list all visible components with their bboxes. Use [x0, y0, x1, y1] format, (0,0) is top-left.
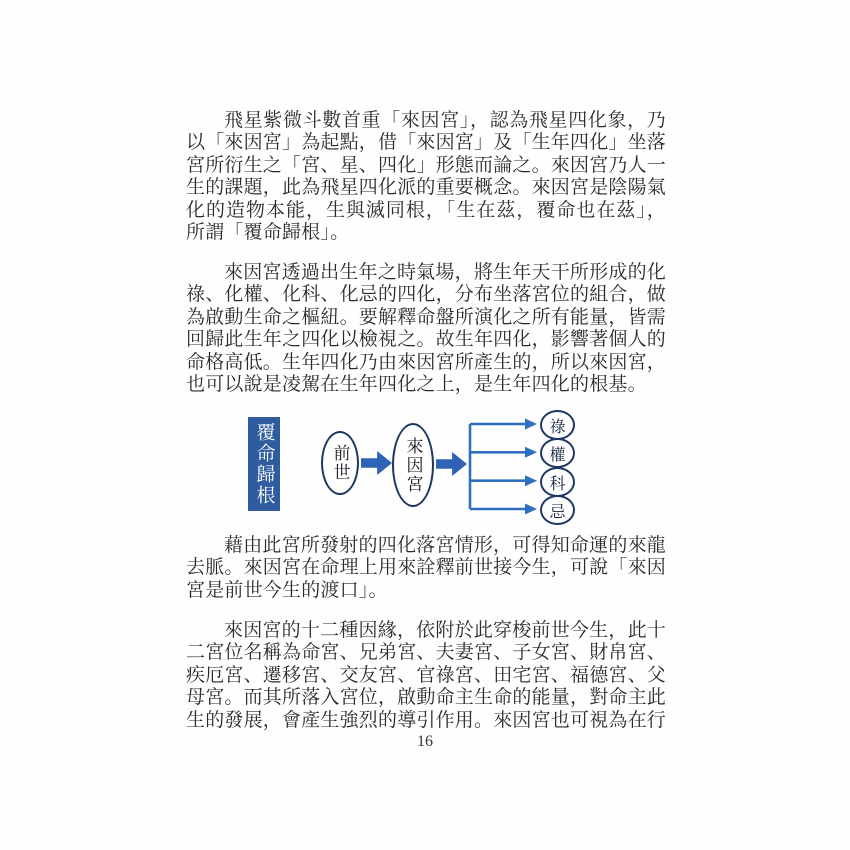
node-hua-quan: [540, 438, 575, 468]
paragraph-intro-laiyin: 飛星紫微斗數首重「來因宮」，認為飛星四化象，乃以「來因宮」為起點，借「來因宮」及「生年四化」坐落宮所衍生之「宮、星、四化」形態而論之。來因宮乃人一生的課題，此為飛星四化派的重要概念。來因宮是陰陽氣化的造物本能，生與滅同根，「生在茲，覆命也在茲」，所謂「覆命歸根」。: [186, 110, 667, 244]
node-hua-ji: [540, 495, 575, 525]
node-hua-ke-label: 科: [549, 475, 566, 493]
node-hua-ji-label: 忌: [549, 503, 566, 521]
paragraph-birth-year-sihua: 來因宮透過出生年之時氣場，將生年天干所形成的化祿、化權、化科、化忌的四化，分布坐落宮位的組合，做為啟動生命之樞紐。要解釋命盤所演化之所有能量，皆需回歸此生年之四化以檢視之。故生年四化，影響著個人的命格高低。生年四化乃由來因宮所產生的，所以來因宮，也可以說是凌駕在生年四化之上，是生年四化的根基。: [186, 262, 667, 396]
page-number: 16: [417, 733, 433, 750]
node-hua-quan-label: 權: [549, 446, 566, 464]
node-laiyin-palace: [392, 423, 434, 507]
paragraph-fate-origin: 藉由此宮所發射的四化落宮情形，可得知命運的來龍去脈。來因宮在命理上用來詮釋前世接今生，可說「來因宮是前世今生的渡口」。: [186, 535, 667, 601]
paragraph-twelve-palaces: 來因宮的十二種因緣，依附於此穿梭前世今生，此十二宮位名稱為命宮、兄弟宮、夫妻宮、子女宮、財帛宮、疾厄宮、遷移宮、交友宮、官祿宮、田宅宮、福德宮、父母宮。而其所落入宮位，啟動命主生命的能量，對命主此生的發展，會產生強烈的導引作用。來因宮也可視為在行: [186, 620, 667, 731]
node-hua-ke: [540, 467, 575, 497]
node-past-life: [321, 431, 359, 495]
branch-arrows-icon: [468, 413, 540, 515]
arrow-right-icon: [361, 451, 392, 475]
node-hua-lu: [540, 410, 575, 440]
node-laiyin-palace-label: 來因宮: [403, 436, 423, 494]
node-hua-lu-label: 祿: [549, 418, 566, 436]
diagram-title-text: 覆命歸根: [253, 422, 275, 506]
diagram-title-box: [248, 417, 280, 511]
arrow-right-icon: [436, 452, 467, 476]
node-past-life-label: 前世: [330, 444, 350, 482]
